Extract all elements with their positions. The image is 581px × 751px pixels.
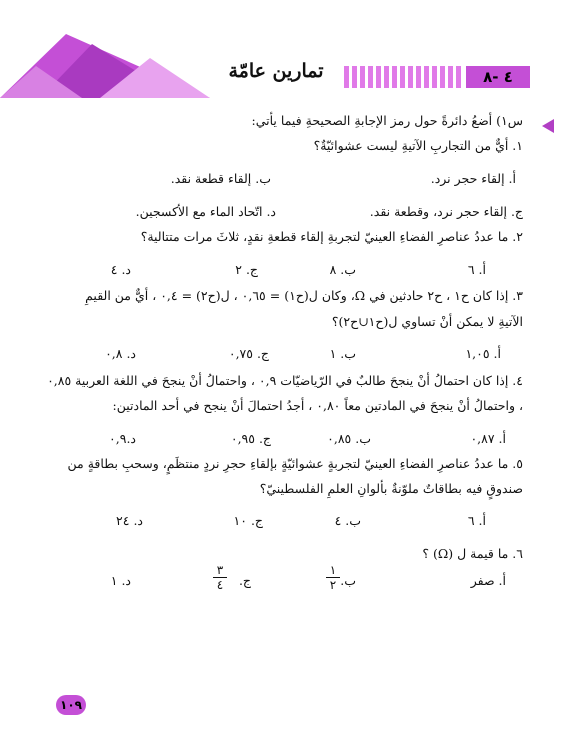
q6-option-b[interactable]: ب. [340,573,356,588]
q2-option-c[interactable]: ج. ٢ [235,262,258,277]
q5-option-c[interactable]: ج. ١٠ [233,513,263,528]
q4-option-a[interactable]: أ. ٠,٨٧ [470,431,506,446]
q6-option-c[interactable]: ج. [238,573,251,588]
fraction-denominator: ٤ [216,578,224,592]
q1-option-d[interactable]: د. اتّحاد الماء مع الأكسجين. [135,204,276,219]
q3-option-b[interactable]: ب. ١ [329,346,356,361]
question-marker-icon [530,119,554,133]
q1-option-c[interactable]: ج. إلقاء حجر نرد، وقطعة نقد. [369,204,523,219]
q6-fraction-half [326,564,340,591]
question-6: ٦. ما قيمة ل (Ω) ؟ [422,546,523,561]
question-2: ٢. ما عددُ عناصرِ الفضاءِ العينيّ لتجربةِ إلقاء قطعةِ نقدٍ، ثلاثَ مرات متتالية؟ [140,229,523,244]
q1-option-b[interactable]: ب. إلقاء قطعة نقد. [170,171,271,186]
question-3-line-1: ٣. إذا كان ح١ ، ح٢ حادثين في Ω، وكان ل(ح١) = ٠,٦٥ ، ل(ح٢) = ٠,٤ ، أيٌّ من القيمِ [85,288,523,303]
question-4-line-1: ٤. إذا كان احتمالُ أنْ ينجحَ طالبٌ في الرّياضيّات ٠,٩ ، واحتمالُ أنْ ينجحَ في اللغة العربية ٠,٨٥ [47,373,523,388]
q6-fraction-three-quarters [213,564,227,591]
section-number: ٤ -٨ [466,66,530,88]
question-1: ١. أيٌّ من التجاربِ الآتيةِ ليست عشوائيّةٌ؟ [313,138,523,153]
question-5-line-1: ٥. ما عددُ عناصرِ الفضاءِ العينيّ لتجربةٍ عشوائيّةٍ بإلقاءِ حجرِ نردٍ منتظَمٍ، وسحبِ بطاقةٍ من [67,456,523,471]
q4-option-c[interactable]: ج. ٠,٩٥ [230,431,271,446]
fraction-denominator: ٢ [329,578,337,592]
question-3-line-2: الآتيةِ لا يمكن أنْ تساوي ل(ح١∪ح٢)؟ [331,314,523,329]
q5-option-a[interactable]: أ. ٦ [467,513,486,528]
q6-option-a[interactable]: أ. صفر [470,573,506,588]
question-4-line-2: ، واحتمالُ أنْ ينجحَ في المادتين معاً ٠,٨٠ ، أجدُ احتمالَ أنْ ينجح في أحد المادتين: [112,398,523,413]
fraction-numerator: ٣ [216,563,224,577]
page-title: تمارين عامّة [228,60,324,82]
q1-option-a[interactable]: أ. إلقاء حجر نرد. [430,171,516,186]
page-number: ١٠٩ [56,695,86,715]
q2-option-a[interactable]: أ. ٦ [467,262,486,277]
q5-option-d[interactable]: د. ٢٤ [116,513,143,528]
q6-option-d[interactable]: د. ١ [110,573,131,588]
instruction-text: س١) أضعُ دائرةً حول رمز الإجابةِ الصحيحةِ فيما يأتي: [251,113,523,128]
q3-option-a[interactable]: أ. ١,٠٥ [465,346,501,361]
q3-option-c[interactable]: ج. ٠,٧٥ [228,346,269,361]
q2-option-b[interactable]: ب. ٨ [329,262,356,277]
q4-option-b[interactable]: ب. ٠,٨٥ [327,431,371,446]
header-stripes [344,66,462,88]
q2-option-d[interactable]: د. ٤ [110,262,131,277]
q3-option-d[interactable]: د. ٠,٨ [105,346,136,361]
fraction-numerator: ١ [329,563,337,577]
question-5-line-2: صندوقٍ فيه بطاقاتٌ ملوّنةٌ بألوانِ العلمِ الفلسطينيّ؟ [259,481,523,496]
header-decoration [0,0,210,100]
q5-option-b[interactable]: ب. ٤ [334,513,361,528]
q4-option-d[interactable]: د.٠,٩ [109,431,136,446]
